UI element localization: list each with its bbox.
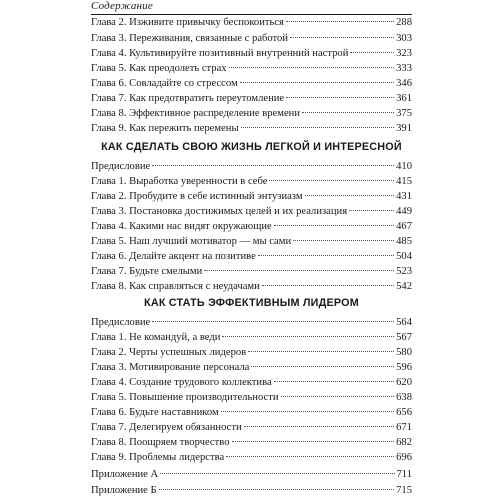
toc-entry-title: Глава 4. Культивируйте позитивный внутренний настрой — [91, 48, 349, 59]
toc-entry — [91, 421, 412, 434]
dot-leader — [240, 82, 394, 83]
header-rule — [91, 14, 412, 15]
toc-entry-page: 288 — [396, 17, 412, 28]
toc-entry-title: Глава 9. Проблемы лидерства — [91, 452, 225, 463]
toc-entry-title: Глава 5. Как преодолеть страх — [91, 63, 227, 74]
toc-entry — [91, 235, 412, 248]
dot-leader — [274, 381, 394, 382]
toc-entry-title: Глава 9. Как пережить перемены — [91, 123, 239, 134]
dot-leader — [286, 21, 394, 22]
toc-entry — [91, 436, 412, 449]
toc-entry-page: 361 — [396, 93, 412, 104]
dot-leader — [248, 351, 394, 352]
dot-leader — [241, 127, 395, 128]
dot-leader — [226, 456, 394, 457]
dot-leader — [232, 441, 395, 442]
toc-entry — [91, 484, 412, 497]
toc-entry-page: 391 — [396, 123, 412, 134]
dot-leader — [204, 270, 394, 271]
toc-entry-title: Глава 1. Выработка уверенности в себе — [91, 176, 268, 187]
dot-leader — [350, 52, 394, 53]
toc-entry — [91, 451, 412, 464]
toc-entry — [91, 406, 412, 419]
toc-entry — [91, 175, 412, 188]
toc-entry-page: 415 — [396, 176, 412, 187]
dot-leader — [305, 195, 395, 196]
toc-entry-page: 620 — [396, 377, 412, 388]
toc-entry-title: Глава 1. Не командуй, а веди — [91, 332, 221, 343]
toc-entry-title: Глава 3. Переживания, связанные с работой — [91, 33, 289, 44]
running-head: Содержание — [91, 0, 154, 12]
dot-leader — [221, 411, 394, 412]
toc-entry-title: Глава 3. Постановка достижимых целей и их реализация — [91, 206, 348, 217]
dot-leader — [262, 285, 394, 286]
toc-entry-title: Глава 8. Эффективное распределение времени — [91, 108, 300, 119]
toc-entry-page: 333 — [396, 63, 412, 74]
toc-entry-title: Глава 4. Какими нас видят окружающие — [91, 221, 272, 232]
toc-entry-title: Приложение А — [91, 469, 159, 480]
toc-entry-title: Глава 4. Создание трудового коллектива — [91, 377, 272, 388]
toc-entry-title: Глава 7. Будьте смелыми — [91, 266, 203, 277]
dot-leader — [222, 336, 394, 337]
toc-entry-page: 671 — [396, 422, 412, 433]
toc-entry-title: Глава 8. Как справляться с неудачами — [91, 281, 260, 292]
dot-leader — [274, 225, 394, 226]
toc-entry — [91, 122, 412, 135]
dot-leader — [152, 321, 394, 322]
toc-entry — [91, 160, 412, 173]
toc-entry-title: Глава 2. Черты успешных лидеров — [91, 347, 247, 358]
dot-leader — [302, 112, 394, 113]
toc-entry — [91, 316, 412, 329]
toc-entry-page: 580 — [396, 347, 412, 358]
dot-leader — [286, 97, 394, 98]
toc-entry-page: 715 — [396, 485, 412, 496]
toc-entry-page: 596 — [396, 362, 412, 373]
toc-entry-page: 410 — [396, 161, 412, 172]
toc-entry — [91, 77, 412, 90]
toc-entry-page: 504 — [396, 251, 412, 262]
dot-leader — [258, 255, 394, 256]
toc-entry-title: Приложение Б — [91, 485, 157, 496]
dot-leader — [269, 180, 394, 181]
toc-entry — [91, 468, 412, 481]
dot-leader — [293, 240, 394, 241]
toc-entry-page: 567 — [396, 332, 412, 343]
toc-entry-title: Глава 5. Повышение производительности — [91, 392, 279, 403]
section-heading: КАК СТАТЬ ЭФФЕКТИВНЫМ ЛИДЕРОМ — [144, 297, 359, 309]
toc-entry — [91, 280, 412, 293]
toc-entry — [91, 32, 412, 45]
toc-entry-title: Глава 5. Наш лучший мотиватор — мы сами — [91, 236, 292, 247]
toc-entry — [91, 361, 412, 374]
toc-entry — [91, 346, 412, 359]
toc-entry-title: Глава 6. Делайте акцент на позитиве — [91, 251, 256, 262]
toc-entry — [91, 62, 412, 75]
toc-entry-title: Глава 3. Мотивирование персонала — [91, 362, 250, 373]
toc-entry — [91, 190, 412, 203]
dot-leader — [281, 396, 395, 397]
toc-entry — [91, 376, 412, 389]
toc-entry-page: 542 — [396, 281, 412, 292]
toc-entry-title: Глава 7. Как предотвратить переутомление — [91, 93, 285, 104]
toc-entry — [91, 47, 412, 60]
toc-entry — [91, 250, 412, 263]
toc-entry-page: 696 — [396, 452, 412, 463]
dot-leader — [159, 489, 395, 490]
toc-entry-title: Предисловие — [91, 161, 151, 172]
toc-entry-title: Глава 6. Совладайте со стрессом — [91, 78, 238, 89]
toc-entry-title: Глава 2. Пробудите в себе истинный энтузиазм — [91, 191, 303, 202]
dot-leader — [152, 165, 394, 166]
toc-entry-page: 656 — [396, 407, 412, 418]
toc-entry-page: 346 — [396, 78, 412, 89]
toc-entry-page: 682 — [396, 437, 412, 448]
section-heading: КАК СДЕЛАТЬ СВОЮ ЖИЗНЬ ЛЕГКОЙ И ИНТЕРЕСНОЙ — [101, 141, 402, 153]
toc-entry — [91, 220, 412, 233]
toc-entry — [91, 205, 412, 218]
toc-entry-page: 638 — [396, 392, 412, 403]
dot-leader — [229, 67, 395, 68]
dot-leader — [244, 426, 394, 427]
toc-entry-title: Глава 8. Поощряем творчество — [91, 437, 230, 448]
toc-entry — [91, 265, 412, 278]
dot-leader — [290, 37, 394, 38]
toc-entry — [91, 16, 412, 29]
toc-entry-page: 375 — [396, 108, 412, 119]
toc-entry-title: Глава 2. Изживите привычку беспокоиться — [91, 17, 284, 28]
toc-entry-title: Предисловие — [91, 317, 151, 328]
toc-entry — [91, 391, 412, 404]
toc-entry-title: Глава 6. Будьте наставником — [91, 407, 219, 418]
toc-entry — [91, 107, 412, 120]
toc-entry-page: 467 — [396, 221, 412, 232]
toc-entry-page: 303 — [396, 33, 412, 44]
toc-entry-page: 564 — [396, 317, 412, 328]
toc-entry-page: 323 — [396, 48, 412, 59]
toc-entry — [91, 92, 412, 105]
toc-entry — [91, 331, 412, 344]
toc-entry-page: 431 — [396, 191, 412, 202]
dot-leader — [251, 366, 394, 367]
dot-leader — [160, 473, 394, 474]
toc-entry-page: 523 — [396, 266, 412, 277]
toc-entry-title: Глава 7. Делегируем обязанности — [91, 422, 242, 433]
toc-entry-page: 449 — [396, 206, 412, 217]
dot-leader — [349, 210, 394, 211]
toc-entry-page: 711 — [396, 469, 412, 480]
toc-entry-page: 485 — [396, 236, 412, 247]
